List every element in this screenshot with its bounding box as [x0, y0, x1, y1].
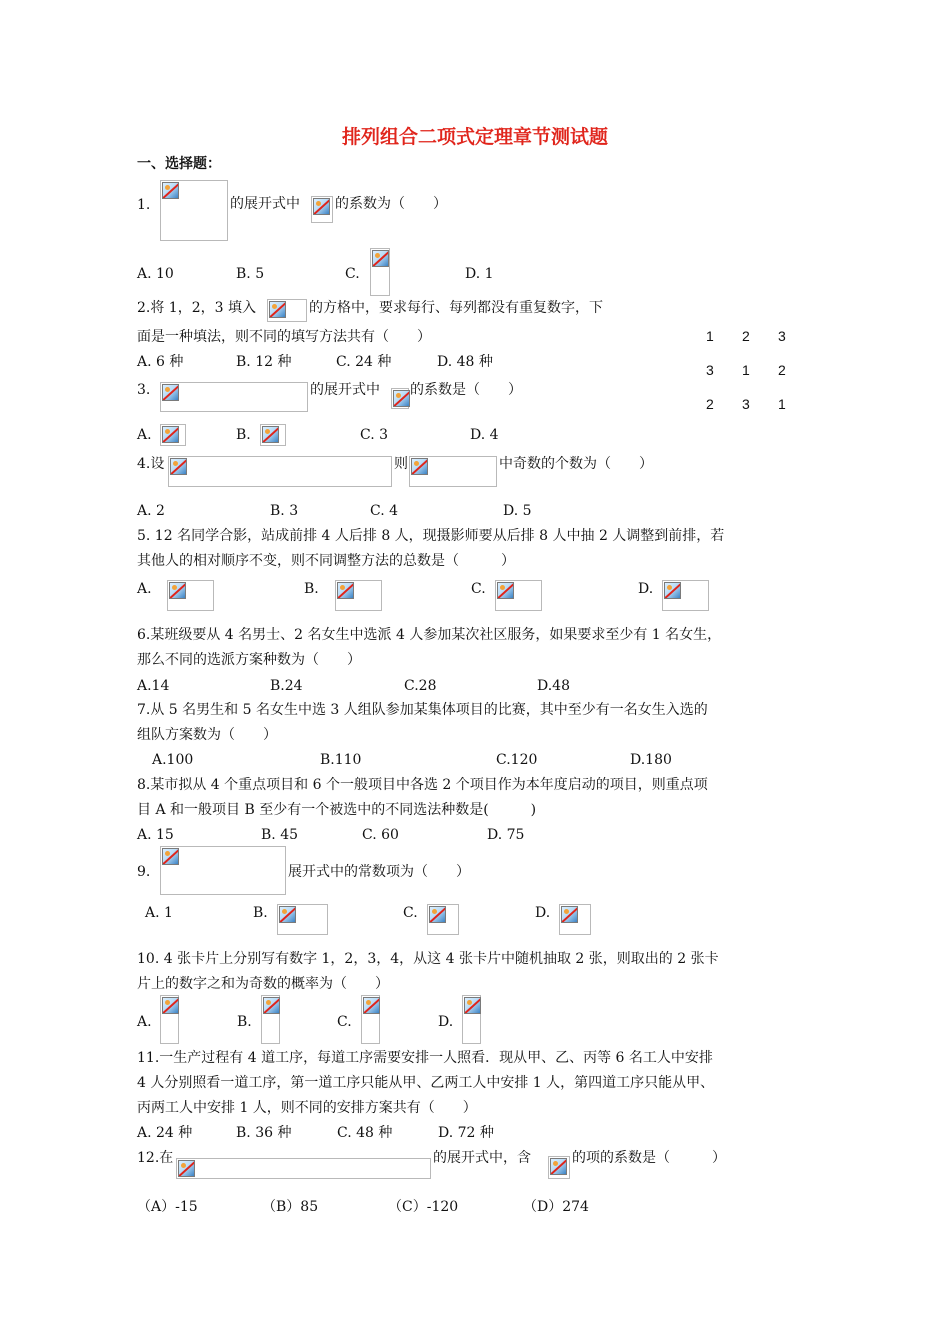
broken-image-icon — [162, 384, 179, 401]
q5-option-a: A. — [137, 581, 152, 597]
q10-option-c: C. — [337, 1014, 352, 1030]
q9-option-d: D. — [535, 905, 551, 921]
q2-line-2: 面是一种填法，则不同的填写方法共有（ ） — [137, 329, 431, 345]
q3-stem-text-2: 的系数是（ ） — [410, 382, 522, 398]
broken-image-icon — [363, 997, 380, 1014]
q3-option-d: D. 4 — [470, 427, 499, 443]
q1-term-image — [311, 196, 333, 223]
q1-stem-text: 的展开式中 — [230, 196, 300, 212]
q6-line-2: 那么不同的选派方案种数为（ ） — [137, 652, 361, 668]
q7-option-a: A.100 — [152, 752, 194, 768]
q3-formula-image — [160, 382, 308, 412]
q9-option-c-image — [427, 904, 459, 935]
q12-option-a: （A）-15 — [137, 1199, 198, 1215]
q5-option-c-image — [495, 580, 542, 611]
q11-option-a: A. 24 种 — [137, 1125, 193, 1141]
q12-formula-image — [176, 1158, 431, 1179]
q4-option-a: A. 2 — [137, 503, 165, 519]
grid-cell: 1 — [706, 328, 714, 344]
q1-option-c: C. — [345, 266, 360, 282]
q11-line-2: 4 人分别照看一道工序，第一道工序只能从甲、乙两工人中安排 1 人，第四道工序只能从甲、 — [137, 1075, 715, 1091]
q10-option-d: D. — [438, 1014, 454, 1030]
q12-stem-text-2: 的展开式中，含 — [433, 1150, 531, 1166]
q10-line-2: 片上的数字之和为奇数的概率为（ ） — [137, 976, 389, 992]
q10-option-b: B. — [237, 1014, 252, 1030]
q2-line-1a: 2.将 1，2，3 填入 — [137, 300, 256, 316]
q11-line-1: 11.一生产过程有 4 道工序，每道工序需要安排一人照看．现从甲、乙、丙等 6 名工人中安排 — [137, 1050, 713, 1066]
broken-image-icon — [497, 582, 514, 599]
grid-cell: 1 — [742, 362, 750, 378]
grid-cell: 3 — [706, 362, 714, 378]
section-heading: 一、选择题： — [137, 156, 221, 172]
grid-cell: 2 — [778, 362, 786, 378]
q11-option-d: D. 72 种 — [438, 1125, 494, 1141]
q1-option-c-image — [370, 248, 390, 296]
q7-option-d: D.180 — [630, 752, 672, 768]
q9-number: 9. — [137, 864, 151, 880]
q4-formula-image-2 — [409, 456, 497, 487]
q6-option-d: D.48 — [537, 678, 570, 694]
q9-option-b: B. — [253, 905, 268, 921]
q4-option-d: D. 5 — [503, 503, 532, 519]
q5-option-c: C. — [471, 581, 486, 597]
q9-option-d-image — [559, 904, 591, 935]
broken-image-icon — [263, 997, 280, 1014]
q5-option-b: B. — [304, 581, 319, 597]
q5-option-d-image — [662, 580, 709, 611]
q9-stem-text: 展开式中的常数项为（ ） — [288, 864, 470, 880]
broken-image-icon — [162, 182, 179, 199]
q2-option-a: A. 6 种 — [137, 354, 184, 370]
q5-option-b-image — [335, 580, 382, 611]
broken-image-icon — [170, 458, 187, 475]
q1-stem-text-2: 的系数为（ ） — [335, 196, 447, 212]
grid-cell: 2 — [706, 396, 714, 412]
q7-option-b: B.110 — [320, 752, 362, 768]
broken-image-icon — [561, 906, 578, 923]
q5-line-1: 5. 12 名同学合影，站成前排 4 人后排 8 人，现摄影师要从后排 8 人中抽 2 人调整到前排，若 — [137, 528, 725, 544]
q10-option-d-image — [462, 995, 481, 1044]
q5-line-2: 其他人的相对顺序不变，则不同调整方法的总数是（ ） — [137, 553, 515, 569]
q10-option-a-image — [160, 995, 179, 1044]
q8-option-a: A. 15 — [137, 827, 174, 843]
q6-option-a: A.14 — [137, 678, 170, 694]
q2-option-c: C. 24 种 — [336, 354, 392, 370]
q4-stem-text-2: 则 — [394, 456, 408, 472]
grid-cell: 3 — [778, 328, 786, 344]
q3-option-b-image — [260, 424, 286, 446]
q3-option-a-image — [160, 424, 186, 446]
page-title: 排列组合二项式定理章节测试题 — [341, 126, 608, 148]
broken-image-icon — [372, 250, 389, 267]
broken-image-icon — [178, 1160, 195, 1177]
broken-image-icon — [162, 997, 179, 1014]
grid-cell: 1 — [778, 396, 786, 412]
grid-cell: 2 — [742, 328, 750, 344]
q7-line-1: 7.从 5 名男生和 5 名女生中选 3 人组队参加某集体项目的比赛，其中至少有一名女生入选的 — [137, 702, 708, 718]
broken-image-icon — [550, 1158, 567, 1175]
q1-option-b: B. 5 — [236, 266, 265, 282]
q11-option-c: C. 48 种 — [337, 1125, 393, 1141]
q3-option-b: B. — [236, 427, 251, 443]
q8-line-2: 目 A 和一般项目 B 至少有一个被选中的不同选法种数是( ) — [137, 802, 537, 818]
q12-option-b: （B）85 — [262, 1199, 319, 1215]
q10-option-c-image — [361, 995, 380, 1044]
q5-option-a-image — [167, 580, 214, 611]
broken-image-icon — [313, 198, 330, 215]
q3-stem-text: 的展开式中 — [310, 382, 380, 398]
q9-option-c: C. — [403, 905, 418, 921]
q12-stem-text-3: 的项的系数是（ ） — [572, 1150, 726, 1166]
q1-option-d: D. 1 — [465, 266, 494, 282]
broken-image-icon — [279, 906, 296, 923]
q4-stem-text-3: 中奇数的个数为（ ） — [499, 456, 653, 472]
broken-image-icon — [169, 582, 186, 599]
q8-option-d: D. 75 — [487, 827, 525, 843]
q9-option-a: A. 1 — [145, 905, 173, 921]
q3-number: 3. — [137, 382, 151, 398]
q8-option-c: C. 60 — [362, 827, 399, 843]
broken-image-icon — [393, 390, 410, 407]
q9-formula-image — [160, 846, 286, 895]
q4-stem-text: 4.设 — [137, 456, 165, 472]
q2-option-d: D. 48 种 — [437, 354, 493, 370]
broken-image-icon — [162, 426, 179, 443]
broken-image-icon — [411, 458, 428, 475]
q11-line-3: 丙两工人中安排 1 人，则不同的安排方案共有（ ） — [137, 1100, 477, 1116]
broken-image-icon — [269, 301, 286, 318]
q10-line-1: 10. 4 张卡片上分别写有数字 1，2，3，4，从这 4 张卡片中随机抽取 2 张，则取出的 2 张卡 — [137, 951, 719, 967]
q1-formula-image — [160, 180, 228, 241]
q2-line-1b: 的方格中，要求每行、每列都没有重复数字，下 — [309, 300, 603, 316]
q1-number: 1. — [137, 197, 151, 213]
q12-term-image — [548, 1156, 570, 1179]
broken-image-icon — [664, 582, 681, 599]
q9-option-b-image — [277, 904, 328, 935]
q8-option-b: B. 45 — [261, 827, 299, 843]
broken-image-icon — [429, 906, 446, 923]
q2-grid-image — [267, 299, 307, 322]
q7-option-c: C.120 — [496, 752, 538, 768]
q4-formula-image — [168, 456, 392, 487]
q5-option-d: D. — [638, 581, 654, 597]
broken-image-icon — [337, 582, 354, 599]
q11-option-b: B. 36 种 — [236, 1125, 292, 1141]
q7-line-2: 组队方案数为（ ） — [137, 727, 277, 743]
q3-option-c: C. 3 — [360, 427, 389, 443]
q4-option-b: B. 3 — [270, 503, 299, 519]
q12-option-d: （D）274 — [523, 1199, 589, 1215]
q6-option-c: C.28 — [404, 678, 437, 694]
q3-option-a: A. — [137, 427, 152, 443]
q12-option-c: （C）-120 — [388, 1199, 459, 1215]
q6-option-b: B.24 — [270, 678, 303, 694]
q6-line-1: 6.某班级要从 4 名男士、2 名女生中选派 4 人参加某次社区服务，如果要求至少有 1 名女生， — [137, 627, 722, 643]
q3-term-image — [391, 388, 409, 409]
q4-option-c: C. 4 — [370, 503, 399, 519]
broken-image-icon — [162, 848, 179, 865]
q12-stem-text: 12.在 — [137, 1150, 174, 1166]
q10-option-a: A. — [137, 1014, 152, 1030]
broken-image-icon — [262, 426, 279, 443]
grid-cell: 3 — [742, 396, 750, 412]
broken-image-icon — [464, 997, 481, 1014]
q10-option-b-image — [261, 995, 280, 1044]
q2-option-b: B. 12 种 — [236, 354, 292, 370]
q8-line-1: 8.某市拟从 4 个重点项目和 6 个一般项目中各选 2 个项目作为本年度启动的项目，则重点项 — [137, 777, 708, 793]
q1-option-a: A. 10 — [137, 266, 174, 282]
